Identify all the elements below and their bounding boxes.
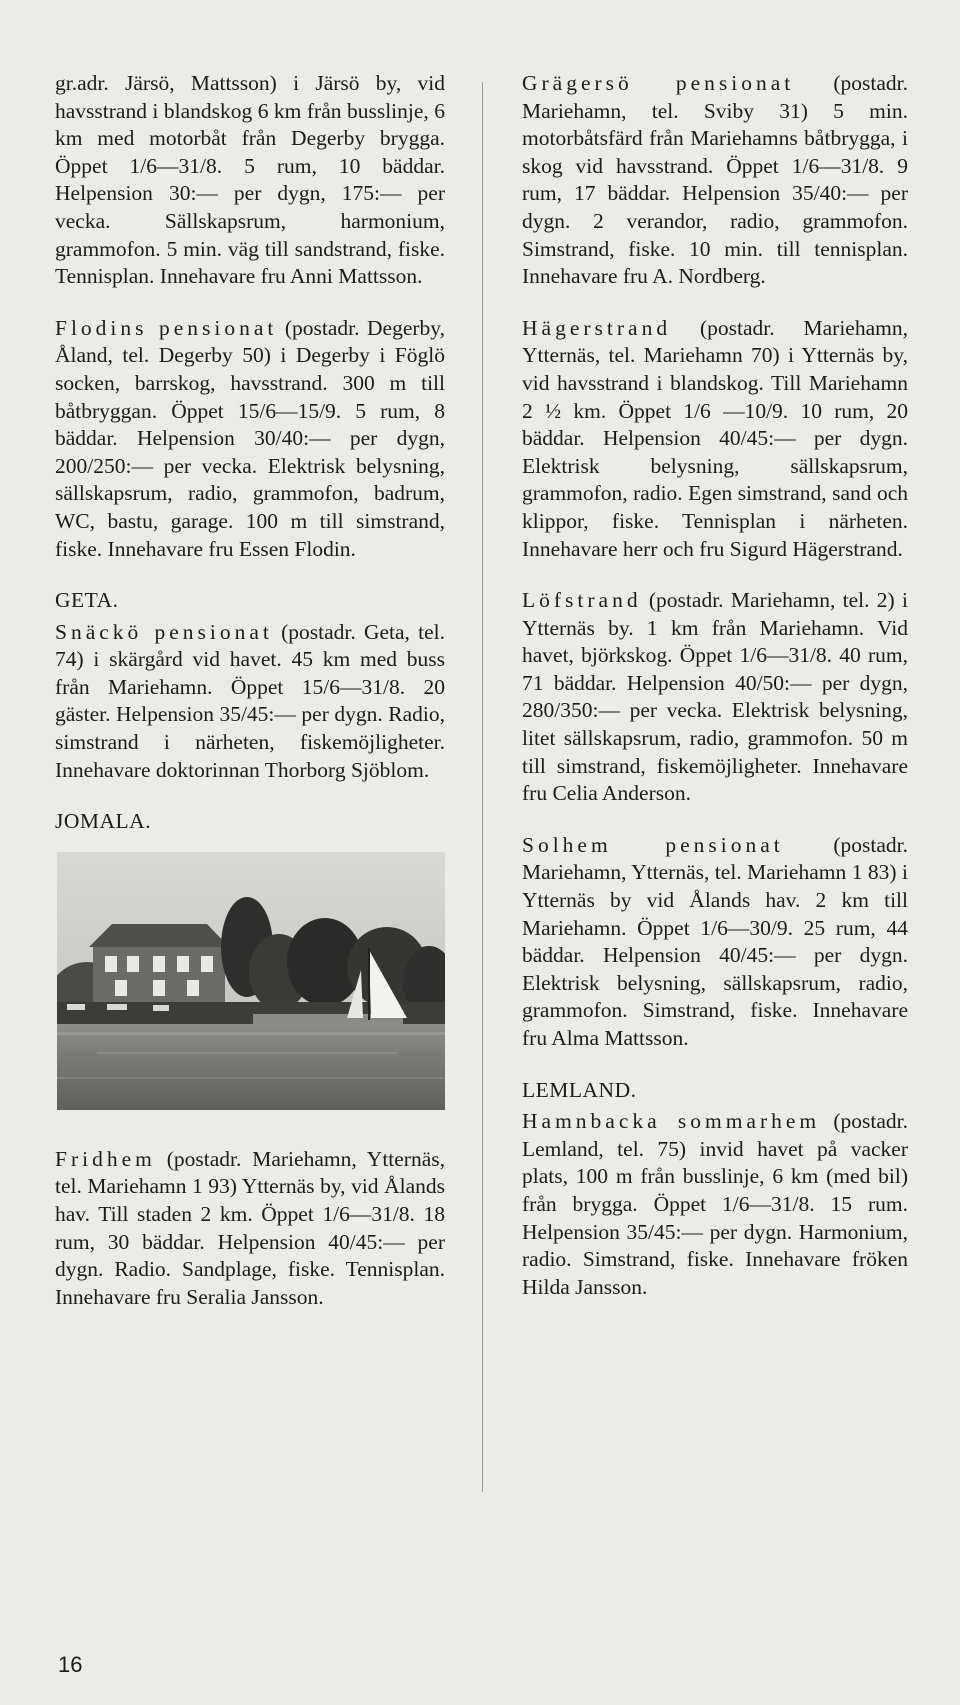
entry-name: Grägersö pensionat	[522, 71, 795, 95]
entry-name: Löfstrand	[522, 588, 642, 613]
entry-name: Hamnbacka sommarhem	[522, 1109, 821, 1134]
entry-gragerso	[522, 70, 908, 291]
entry-lofstrand	[522, 587, 908, 808]
entry-name: Solhem pensionat	[522, 832, 784, 857]
entry-continuation: gr.adr. Järsö, Mattsson) i Järsö by, vid havsstrand i blandskog 6 km från busslinje, 6 km med motorbåt från Degerby brygga. Öppet 1/6—31/8. 5 rum, 10 bäddar. Helpension 30:— per dygn, 175:— per vecka. Sällskapsrum, harmonium, grammofon. 5 min. väg till sandstrand, fiske. Tennisplan. Innehavare fru Anni Mattsson.	[55, 71, 445, 289]
page-number: 16	[58, 1652, 83, 1677]
entry-flodins	[55, 315, 445, 563]
entry-text: (postadr. Mariehamn, tel. 2) i Ytternäs by. 1 km från Mariehamn. Vid havet, björkskog. Öppet 1/6—31/8. 40 rum, 71 bäddar. Helpension 40/50:— per dygn, 280/350:— per vecka. Elektrisk belysning, litet sällskapsrum, radio, grammofon. 50 m till simstrand, fiskemöjligheter. Innehavare fru Celia Anderson.	[522, 588, 908, 806]
entry-snacko	[55, 619, 445, 785]
entry-text: (postadr. Mariehamn, tel. Sviby 31) 5 min. motorbåtsfärd från Mariehamns båtbrygga, i skog vid havsstrand. Öppet 1/6—31/8. 9 rum, 17 bäddar. Helpension 35/40:— per dygn. 2 verandor, radio, grammofon. Simstrand, fiske. 10 min. till tennisplan. Innehavare fru A. Nordberg.	[522, 71, 908, 289]
entry-text: (postadr. Lemland, tel. 75) invid havet på vacker plats, 100 m från busslinje, 6 km (med bil) från brygga. Öppet 1/6—31/8. 15 rum. Helpension 35/45:— per dygn. Harmonium, radio. Simstrand, fiske. Innehavare fröken Hilda Jansson.	[522, 1109, 908, 1299]
section-heading-lemland: LEMLAND.	[522, 1077, 637, 1102]
entry-text: (postadr. Mariehamn, Ytternäs, tel. Mariehamn 1 83) i Ytternäs by vid Ålands hav. 2 km till Mariehamn. Öppet 1/6—30/9. 25 rum, 44 bäddar. Helpension 40/45:— per dygn. Elektrisk belysning, sällskapsrum, radio, grammofon. Simstrand, fiske. Innehavare fru Alma Mattsson.	[522, 832, 908, 1050]
entry-name: Flodins pensionat	[55, 315, 278, 340]
entry-name: Hägerstrand	[522, 315, 672, 340]
entry-fridhem	[55, 1146, 445, 1312]
entry-text: (postadr. Geta, tel. 74) i skärgård vid havet. 45 km med buss från Mariehamn. Öppet 15/6—31/8. 20 gäster. Helpension 35/45:— per dygn. Radio, simstrand i närheten, fiskemöjligheter. Innehavare doktorinnan Thorborg Sjöblom.	[55, 619, 445, 782]
left-column	[55, 70, 445, 1335]
entry-text: (postadr. Degerby, Åland, tel. Degerby 50) i Degerby i Föglö socken, barrskog, havsstrand. 300 m till båtbryggan. Öppet 15/6—15/9. 5 rum, 8 bäddar. Helpension 30/40:— per dygn, 200/250:— per vecka. Elektrisk belysning, sällskapsrum, radio, grammofon, badrum, WC, bastu, garage. 100 m till simstrand, fiske. Innehavare fru Essen Flodin.	[55, 315, 445, 561]
section-heading-jomala: JOMALA.	[55, 809, 152, 834]
right-column	[522, 70, 908, 1325]
photo	[57, 852, 445, 1110]
house-lake-sailboat-photo	[57, 852, 445, 1110]
entry-hamnbacka	[522, 1108, 908, 1301]
section-heading-geta: GETA.	[55, 588, 119, 613]
column-divider	[482, 82, 483, 1492]
entry-name: Snäckö pensionat	[55, 619, 273, 644]
entry-solhem	[522, 832, 908, 1053]
entry-text: (postadr. Mariehamn, Ytternäs, tel. Mariehamn 1 93) Ytternäs by, vid Ålands hav. Till staden 2 km. Öppet 1/6—31/8. 18 rum, 30 bäddar. Helpension 40/45:— per dygn. Radio. Sandplage, fiske. Tennisplan. Innehavare fru Seralia Jansson.	[55, 1146, 445, 1309]
entry-hagerstrand	[522, 315, 908, 563]
entry-name: Fridhem	[55, 1146, 156, 1171]
entry-text: (postadr. Mariehamn, Ytternäs, tel. Mariehamn 70) i Ytternäs by, vid havsstrand i blandskog. Till Mariehamn 2 ½ km. Öppet 1/6 —10/9. 10 rum, 20 bäddar. Helpension 40/45:— per dygn. Elektrisk belysning, sällskapsrum, grammofon, radio. Egen simstrand, sand och klippor, fiske. Tennisplan i närheten. Innehavare herr och fru Sigurd Hägerstrand.	[522, 315, 908, 561]
